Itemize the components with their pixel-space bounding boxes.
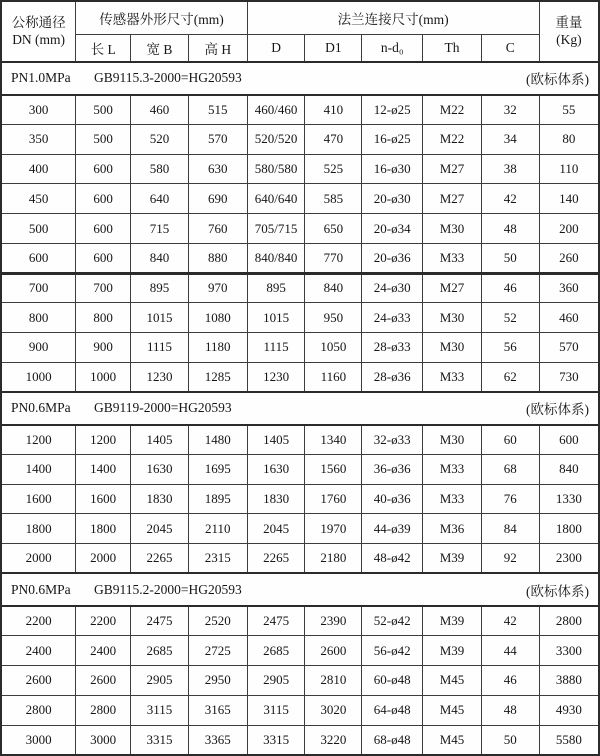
cell-length-l: 1200 <box>76 425 131 455</box>
cell-dn: 600 <box>1 243 76 273</box>
cell-width-b: 580 <box>131 154 189 184</box>
cell-length-l: 600 <box>76 154 131 184</box>
cell-c: 84 <box>481 514 539 544</box>
cell-height-h: 515 <box>188 95 247 125</box>
cell-length-l: 600 <box>76 184 131 214</box>
header-c: C <box>481 34 539 62</box>
cell-height-h: 2315 <box>188 544 247 574</box>
cell-dn: 800 <box>1 303 76 333</box>
cell-d1: 3220 <box>305 725 362 755</box>
cell-n-d0: 28-ø36 <box>362 362 423 392</box>
cell-d: 520/520 <box>247 125 305 155</box>
cell-n-d0: 16-ø30 <box>362 154 423 184</box>
cell-d1: 525 <box>305 154 362 184</box>
cell-length-l: 2800 <box>76 695 131 725</box>
cell-dn: 2800 <box>1 695 76 725</box>
section-header-row <box>1 62 599 95</box>
cell-d1: 410 <box>305 95 362 125</box>
cell-d: 2475 <box>247 606 305 636</box>
cell-weight-kg: 1800 <box>539 514 599 544</box>
table-row <box>1 362 599 392</box>
cell-width-b: 520 <box>131 125 189 155</box>
cell-th: M33 <box>423 484 482 514</box>
cell-d: 1630 <box>247 455 305 485</box>
cell-dn: 1200 <box>1 425 76 455</box>
cell-height-h: 3165 <box>188 695 247 725</box>
cell-weight-kg: 1330 <box>539 484 599 514</box>
cell-c: 46 <box>481 273 539 303</box>
cell-dn: 400 <box>1 154 76 184</box>
header-width-b: 宽 B <box>131 34 189 62</box>
table-row <box>1 184 599 214</box>
cell-n-d0: 20-ø36 <box>362 243 423 273</box>
cell-c: 92 <box>481 544 539 574</box>
cell-height-h: 970 <box>188 273 247 303</box>
header-height-h: 高 H <box>188 34 247 62</box>
cell-weight-kg: 460 <box>539 303 599 333</box>
cell-width-b: 3315 <box>131 725 189 755</box>
table-row <box>1 544 599 574</box>
cell-width-b: 2045 <box>131 514 189 544</box>
cell-th: M27 <box>423 154 482 184</box>
cell-weight-kg: 730 <box>539 362 599 392</box>
cell-n-d0: 20-ø34 <box>362 214 423 244</box>
cell-dn: 900 <box>1 333 76 363</box>
table-body <box>1 62 599 755</box>
cell-n-d0: 68-ø48 <box>362 725 423 755</box>
cell-height-h: 1480 <box>188 425 247 455</box>
cell-n-d0: 28-ø33 <box>362 333 423 363</box>
cell-weight-kg: 3880 <box>539 666 599 696</box>
cell-d: 2045 <box>247 514 305 544</box>
cell-length-l: 1600 <box>76 484 131 514</box>
cell-d1: 2390 <box>305 606 362 636</box>
cell-dn: 2600 <box>1 666 76 696</box>
cell-th: M30 <box>423 303 482 333</box>
cell-height-h: 880 <box>188 243 247 273</box>
table-header <box>1 1 599 62</box>
cell-dn: 500 <box>1 214 76 244</box>
cell-length-l: 2400 <box>76 636 131 666</box>
cell-length-l: 600 <box>76 243 131 273</box>
cell-n-d0: 52-ø42 <box>362 606 423 636</box>
cell-length-l: 800 <box>76 303 131 333</box>
cell-d: 705/715 <box>247 214 305 244</box>
cell-d: 1115 <box>247 333 305 363</box>
header-nominal-diameter <box>1 1 76 62</box>
table-row <box>1 125 599 155</box>
cell-d1: 650 <box>305 214 362 244</box>
section-note: (欧标体系) <box>526 583 589 599</box>
cell-dn: 2400 <box>1 636 76 666</box>
cell-width-b: 2905 <box>131 666 189 696</box>
cell-d1: 1560 <box>305 455 362 485</box>
cell-d: 580/580 <box>247 154 305 184</box>
cell-c: 62 <box>481 362 539 392</box>
cell-c: 38 <box>481 154 539 184</box>
cell-d1: 770 <box>305 243 362 273</box>
section-header-row <box>1 573 599 606</box>
cell-weight-kg: 2300 <box>539 544 599 574</box>
cell-d1: 1970 <box>305 514 362 544</box>
cell-weight-kg: 570 <box>539 333 599 363</box>
header-length-l: 长 L <box>76 34 131 62</box>
cell-c: 44 <box>481 636 539 666</box>
cell-height-h: 1895 <box>188 484 247 514</box>
table-row <box>1 725 599 755</box>
cell-height-h: 2520 <box>188 606 247 636</box>
cell-d: 1230 <box>247 362 305 392</box>
table-row <box>1 333 599 363</box>
header-weight <box>539 1 599 62</box>
cell-d1: 1340 <box>305 425 362 455</box>
cell-d: 840/840 <box>247 243 305 273</box>
header-sensor-dimensions-group: 传感器外形尺寸(mm) <box>76 1 247 34</box>
cell-length-l: 1400 <box>76 455 131 485</box>
table-row <box>1 455 599 485</box>
cell-height-h: 760 <box>188 214 247 244</box>
table-row <box>1 514 599 544</box>
table-row <box>1 95 599 125</box>
table-row <box>1 214 599 244</box>
section-pressure-rating: PN0.6MPa <box>11 581 71 597</box>
cell-c: 42 <box>481 184 539 214</box>
cell-length-l: 2600 <box>76 666 131 696</box>
cell-length-l: 1800 <box>76 514 131 544</box>
table-row <box>1 606 599 636</box>
cell-dn: 1800 <box>1 514 76 544</box>
cell-th: M33 <box>423 455 482 485</box>
cell-height-h: 690 <box>188 184 247 214</box>
section-note: (欧标体系) <box>526 72 589 88</box>
section-note: (欧标体系) <box>526 402 589 418</box>
cell-d: 895 <box>247 273 305 303</box>
cell-length-l: 1000 <box>76 362 131 392</box>
cell-length-l: 3000 <box>76 725 131 755</box>
cell-d: 3115 <box>247 695 305 725</box>
cell-c: 46 <box>481 666 539 696</box>
cell-dn: 1000 <box>1 362 76 392</box>
cell-width-b: 715 <box>131 214 189 244</box>
cell-dn: 700 <box>1 273 76 303</box>
cell-c: 32 <box>481 95 539 125</box>
cell-th: M36 <box>423 514 482 544</box>
table-row <box>1 484 599 514</box>
cell-d: 2685 <box>247 636 305 666</box>
cell-th: M45 <box>423 725 482 755</box>
cell-weight-kg: 80 <box>539 125 599 155</box>
cell-d: 1405 <box>247 425 305 455</box>
cell-d1: 840 <box>305 273 362 303</box>
cell-n-d0: 16-ø25 <box>362 125 423 155</box>
cell-weight-kg: 200 <box>539 214 599 244</box>
cell-n-d0: 32-ø33 <box>362 425 423 455</box>
cell-length-l: 500 <box>76 125 131 155</box>
cell-height-h: 630 <box>188 154 247 184</box>
cell-dn: 300 <box>1 95 76 125</box>
cell-height-h: 2725 <box>188 636 247 666</box>
cell-d: 640/640 <box>247 184 305 214</box>
cell-weight-kg: 2800 <box>539 606 599 636</box>
section-pressure-rating: PN0.6MPa <box>11 400 71 416</box>
cell-d: 2265 <box>247 544 305 574</box>
cell-weight-kg: 110 <box>539 154 599 184</box>
cell-width-b: 840 <box>131 243 189 273</box>
cell-d1: 2600 <box>305 636 362 666</box>
cell-d1: 1760 <box>305 484 362 514</box>
cell-width-b: 1405 <box>131 425 189 455</box>
cell-height-h: 570 <box>188 125 247 155</box>
cell-c: 34 <box>481 125 539 155</box>
cell-n-d0: 64-ø48 <box>362 695 423 725</box>
cell-dn: 1600 <box>1 484 76 514</box>
cell-width-b: 2265 <box>131 544 189 574</box>
cell-d: 3315 <box>247 725 305 755</box>
cell-c: 68 <box>481 455 539 485</box>
cell-n-d0: 24-ø33 <box>362 303 423 333</box>
cell-weight-kg: 140 <box>539 184 599 214</box>
cell-th: M27 <box>423 184 482 214</box>
cell-th: M30 <box>423 214 482 244</box>
cell-length-l: 900 <box>76 333 131 363</box>
cell-n-d0: 60-ø48 <box>362 666 423 696</box>
header-n-d0: n-d₀ <box>362 34 423 62</box>
cell-d: 1015 <box>247 303 305 333</box>
cell-weight-kg: 55 <box>539 95 599 125</box>
cell-n-d0: 56-ø42 <box>362 636 423 666</box>
cell-weight-kg: 4930 <box>539 695 599 725</box>
cell-width-b: 1015 <box>131 303 189 333</box>
cell-c: 50 <box>481 243 539 273</box>
cell-weight-kg: 260 <box>539 243 599 273</box>
cell-width-b: 1230 <box>131 362 189 392</box>
table-row <box>1 695 599 725</box>
cell-n-d0: 48-ø42 <box>362 544 423 574</box>
cell-c: 42 <box>481 606 539 636</box>
cell-height-h: 1285 <box>188 362 247 392</box>
header-d: D <box>247 34 305 62</box>
cell-dn: 3000 <box>1 725 76 755</box>
table-row <box>1 636 599 666</box>
cell-c: 56 <box>481 333 539 363</box>
cell-d: 1830 <box>247 484 305 514</box>
cell-th: M45 <box>423 695 482 725</box>
cell-d1: 2810 <box>305 666 362 696</box>
cell-dn: 2000 <box>1 544 76 574</box>
cell-th: M30 <box>423 333 482 363</box>
section-standard: GB9115.2-2000=HG20593 <box>94 581 242 597</box>
cell-th: M27 <box>423 273 482 303</box>
cell-d1: 2180 <box>305 544 362 574</box>
cell-n-d0: 24-ø30 <box>362 273 423 303</box>
cell-n-d0: 44-ø39 <box>362 514 423 544</box>
cell-n-d0: 20-ø30 <box>362 184 423 214</box>
table-row <box>1 243 599 273</box>
cell-c: 76 <box>481 484 539 514</box>
header-weight-title: 重量 <box>555 14 583 30</box>
cell-weight-kg: 360 <box>539 273 599 303</box>
cell-height-h: 1080 <box>188 303 247 333</box>
table-row <box>1 273 599 303</box>
cell-weight-kg: 840 <box>539 455 599 485</box>
cell-th: M45 <box>423 666 482 696</box>
cell-dn: 450 <box>1 184 76 214</box>
cell-length-l: 600 <box>76 214 131 244</box>
cell-th: M39 <box>423 544 482 574</box>
cell-d1: 950 <box>305 303 362 333</box>
table-row <box>1 425 599 455</box>
cell-d: 460/460 <box>247 95 305 125</box>
cell-height-h: 1695 <box>188 455 247 485</box>
section-standard: GB9119-2000=HG20593 <box>94 400 232 416</box>
cell-weight-kg: 5580 <box>539 725 599 755</box>
cell-th: M30 <box>423 425 482 455</box>
cell-c: 60 <box>481 425 539 455</box>
cell-d: 2905 <box>247 666 305 696</box>
cell-d1: 585 <box>305 184 362 214</box>
cell-th: M22 <box>423 125 482 155</box>
header-d1: D1 <box>305 34 362 62</box>
header-nominal-diameter-title: 公称通径 <box>11 14 66 30</box>
cell-n-d0: 12-ø25 <box>362 95 423 125</box>
cell-width-b: 460 <box>131 95 189 125</box>
cell-width-b: 895 <box>131 273 189 303</box>
cell-width-b: 1630 <box>131 455 189 485</box>
cell-weight-kg: 600 <box>539 425 599 455</box>
cell-c: 48 <box>481 214 539 244</box>
cell-th: M33 <box>423 243 482 273</box>
cell-width-b: 2475 <box>131 606 189 636</box>
cell-weight-kg: 3300 <box>539 636 599 666</box>
cell-d1: 1050 <box>305 333 362 363</box>
cell-th: M22 <box>423 95 482 125</box>
cell-d1: 3020 <box>305 695 362 725</box>
cell-length-l: 2000 <box>76 544 131 574</box>
cell-n-d0: 40-ø36 <box>362 484 423 514</box>
cell-c: 50 <box>481 725 539 755</box>
cell-height-h: 3365 <box>188 725 247 755</box>
cell-dn: 350 <box>1 125 76 155</box>
cell-dn: 2200 <box>1 606 76 636</box>
cell-c: 48 <box>481 695 539 725</box>
cell-length-l: 2200 <box>76 606 131 636</box>
cell-width-b: 640 <box>131 184 189 214</box>
cell-height-h: 2110 <box>188 514 247 544</box>
section-pressure-rating: PN1.0MPa <box>11 70 71 86</box>
cell-width-b: 3115 <box>131 695 189 725</box>
cell-length-l: 500 <box>76 95 131 125</box>
cell-c: 52 <box>481 303 539 333</box>
header-flange-connection-group: 法兰连接尺寸(mm) <box>247 1 539 34</box>
table-row <box>1 666 599 696</box>
header-nominal-diameter-unit: DN (mm) <box>12 31 66 47</box>
header-weight-unit: (Kg) <box>556 31 582 47</box>
cell-d1: 1160 <box>305 362 362 392</box>
cell-th: M39 <box>423 606 482 636</box>
cell-height-h: 1180 <box>188 333 247 363</box>
header-th: Th <box>423 34 482 62</box>
cell-width-b: 1830 <box>131 484 189 514</box>
table-row <box>1 154 599 184</box>
section-standard: GB9115.3-2000=HG20593 <box>94 70 242 86</box>
table-row <box>1 303 599 333</box>
cell-n-d0: 36-ø36 <box>362 455 423 485</box>
cell-width-b: 1115 <box>131 333 189 363</box>
cell-height-h: 2950 <box>188 666 247 696</box>
cell-th: M39 <box>423 636 482 666</box>
cell-th: M33 <box>423 362 482 392</box>
cell-d1: 470 <box>305 125 362 155</box>
section-header-row <box>1 392 599 425</box>
cell-width-b: 2685 <box>131 636 189 666</box>
cell-length-l: 700 <box>76 273 131 303</box>
cell-dn: 1400 <box>1 455 76 485</box>
